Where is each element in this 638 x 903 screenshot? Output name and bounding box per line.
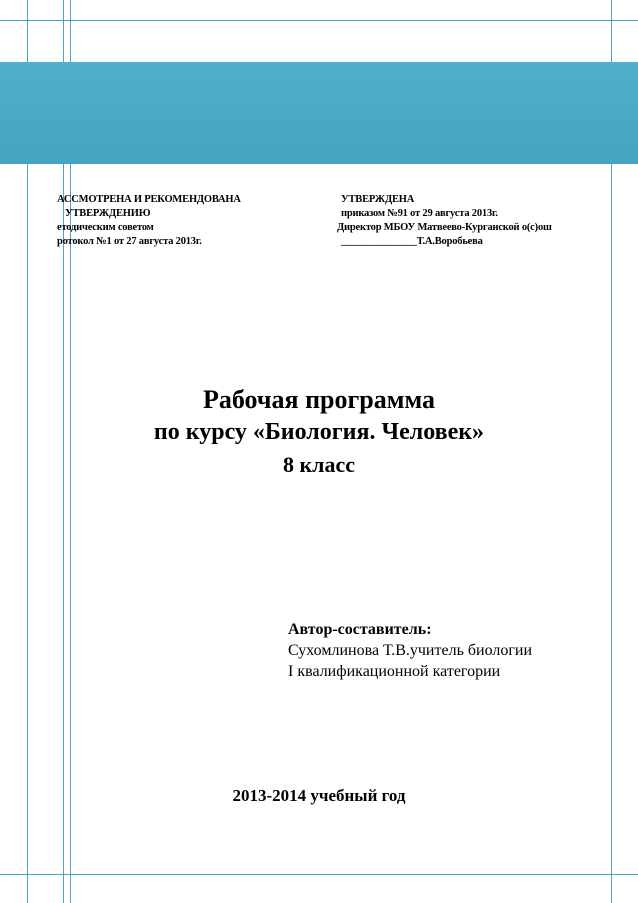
approval-right-line3: Директор МБОУ Матвеево-Курганской о(с)ош — [337, 222, 552, 233]
title-line3: 8 класс — [282, 452, 356, 477]
frame-line-top — [0, 20, 638, 21]
author-category: I квалификационной категории — [288, 663, 501, 680]
author-name: Сухомлинова Т.В.учитель биологии — [288, 642, 533, 659]
approval-left-line3: етодическим советом — [57, 222, 154, 233]
title-line2: по курсу «Биология. Человек» — [153, 419, 485, 445]
approval-right-block — [337, 193, 552, 249]
title-line1: Рабочая программа — [202, 385, 436, 414]
author-block — [288, 619, 532, 682]
approval-left-block — [57, 193, 241, 249]
header-band — [0, 62, 638, 164]
academic-year: 2013-2014 учебный год — [232, 786, 406, 805]
approval-left-line2: УТВЕРЖДЕНИЮ — [65, 208, 151, 219]
approval-right-line4: _______________Т.А.Воробьева — [341, 236, 483, 247]
frame-line-bottom — [0, 874, 638, 875]
approval-left-line4: ротокол №1 от 27 августа 2013г. — [57, 236, 202, 247]
author-label: Автор-составитель: — [288, 621, 432, 638]
approval-right-line2: приказом №91 от 29 августа 2013г. — [341, 208, 498, 219]
approval-right-line1: УТВЕРЖДЕНА — [341, 194, 415, 205]
approval-left-line1: АССМОТРЕНА И РЕКОМЕНДОВАНА — [57, 194, 241, 205]
